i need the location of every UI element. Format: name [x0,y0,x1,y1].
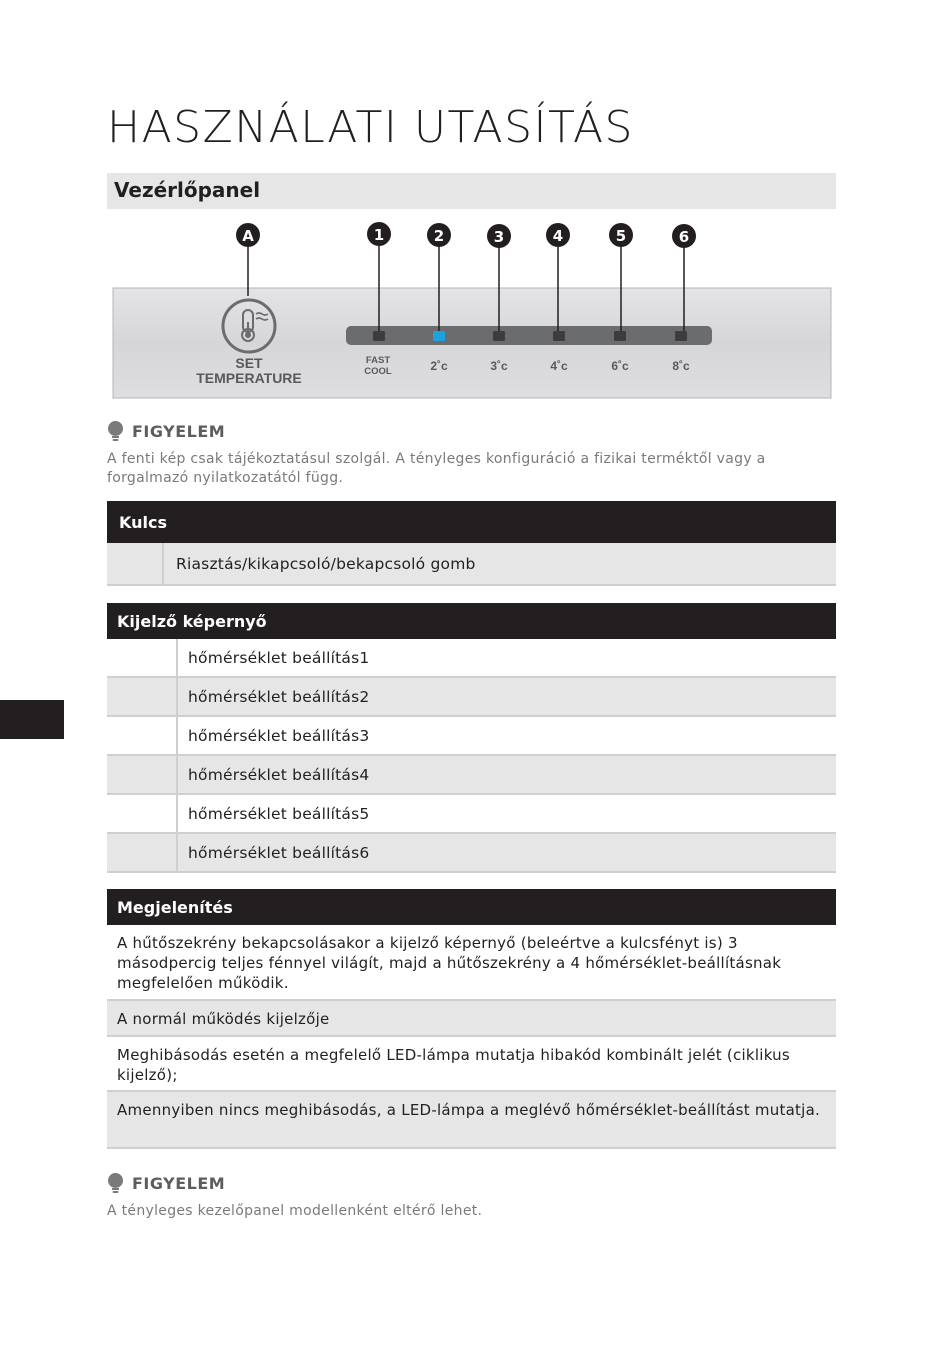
svg-text:A: A [242,227,254,245]
temp-label-4c: 4˚c [550,359,568,373]
table-row [107,543,836,586]
table-cell-empty [107,795,178,832]
note-block [107,1172,836,1221]
table-row [107,678,836,717]
table-cell-empty [107,756,178,793]
svg-text:4: 4 [552,227,564,245]
note-label: FIGYELEM [132,1173,226,1193]
svg-text:6: 6 [678,228,690,246]
led-4c [553,331,565,341]
temp-label-8c: 8˚c [672,359,690,373]
temp-label-6c: 6˚c [611,359,629,373]
table-cell-desc: hőmérséklet beállítás4 [188,765,370,784]
set-label-2: TEMPERATURE [196,370,302,386]
key-table [107,501,836,586]
table-cell-desc: hőmérséklet beállítás2 [188,687,370,706]
callout-6 [672,224,696,248]
table-cell-empty [107,543,164,584]
svg-text:3: 3 [493,228,505,246]
section-header [107,173,836,209]
led-3c [493,331,505,341]
page-title: HASZNÁLATI UTASÍTÁS [107,102,634,153]
led-2c [433,331,445,341]
table-row [107,834,836,873]
note-label: FIGYELEM [132,421,226,441]
svg-text:5: 5 [615,227,627,245]
table-cell-desc: hőmérséklet beállítás5 [188,804,370,823]
display-table [107,603,836,873]
fast-cool-label-1: FAST [365,355,391,366]
fast-cool-label-2: COOL [364,366,392,377]
callout-4 [546,223,570,247]
table-row: A normál működés kijelzője [107,1001,836,1037]
led-6c [614,331,626,341]
callout-2 [427,223,451,247]
lightbulb-icon [107,1173,124,1193]
table-row [107,795,836,834]
led-fast-cool [373,331,385,341]
show-table [107,889,836,1149]
table-row: A hűtőszekrény bekapcsolásakor a kijelző képernyő (beleértve a kulcsfényt is) 3 másodpercig teljes fénnyel világít, majd a hűtőszekrény a 4 hőmérséklet-beállításnak megfelelően működik. [107,925,836,1001]
table-row [107,756,836,795]
svg-text:2: 2 [433,227,445,245]
led-strip [346,326,712,345]
section-title: Vezérlőpanel [114,178,261,202]
key-table-header: Kulcs [107,501,836,543]
show-table-header: Megjelenítés [107,889,836,925]
table-cell-desc: hőmérséklet beállítás6 [188,843,370,862]
table-cell-desc: hőmérséklet beállítás3 [188,726,370,745]
svg-text:1: 1 [373,226,385,244]
note-text: A fenti kép csak tájékoztatásul szolgál. A tényleges konfiguráció a fizikai terméktől vagy a forgalmazó nyilatkozatától függ. [107,451,766,486]
table-cell-desc: Riasztás/kikapcsoló/bekapcsoló gomb [176,554,476,573]
callout-3 [487,224,511,248]
table-cell-empty [107,717,178,754]
table-row [107,717,836,756]
temp-label-3c: 3˚c [490,359,508,373]
control-panel-diagram [107,218,836,403]
callout-5 [609,223,633,247]
table-row: Amennyiben nincs meghibásodás, a LED-lámpa a meglévő hőmérséklet-beállítást mutatja. [107,1092,836,1149]
display-table-header: Kijelző képernyő [107,603,836,639]
table-cell-empty [107,639,178,676]
lightbulb-icon [107,421,124,441]
temp-label-2c: 2˚c [430,359,448,373]
table-row [107,639,836,678]
callout-a [236,223,260,247]
led-8c [675,331,687,341]
note-block [107,420,836,488]
table-row: Meghibásodás esetén a megfelelő LED-lámpa mutatja hibakód kombinált jelét (ciklikus kijelző); [107,1037,836,1092]
table-cell-empty [107,678,178,715]
table-cell-empty [107,834,178,871]
table-cell-desc: hőmérséklet beállítás1 [188,648,370,667]
side-tab [0,700,64,739]
set-label-1: SET [235,355,263,371]
callout-1 [367,222,391,246]
note-text: A tényleges kezelőpanel modellenként eltérő lehet. [107,1203,483,1219]
